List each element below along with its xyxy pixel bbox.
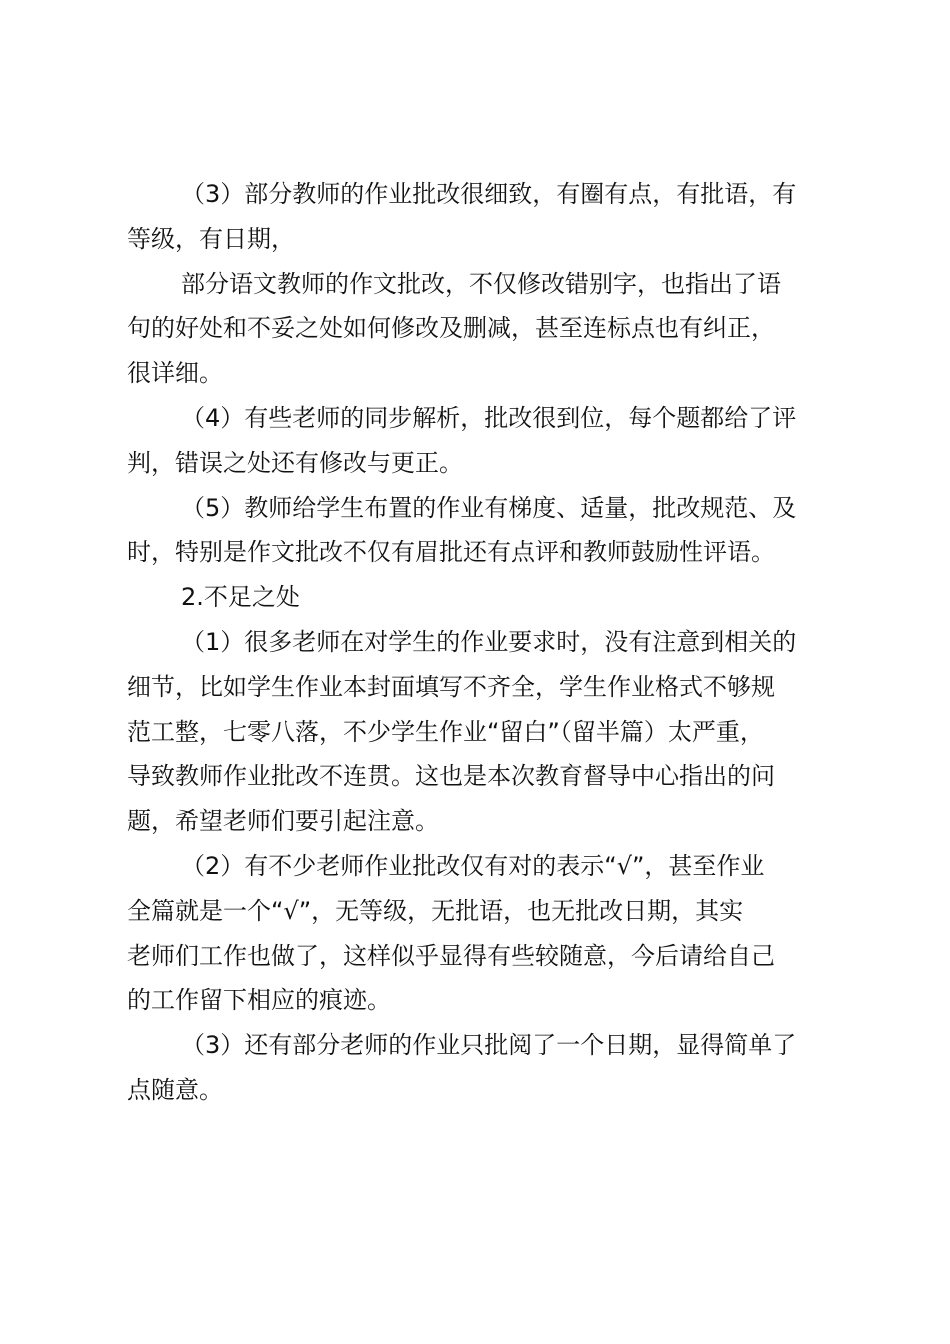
shortcoming-1-line-1: （1）很多老师在对学生的作业要求时，没有注意到相关的: [181, 627, 797, 656]
paragraph-3-line-1: （3）部分教师的作业批改很细致，有圈有点，有批语，有: [181, 180, 797, 208]
shortcoming-2-line-4: 的工作留下相应的痕迹。: [127, 986, 391, 1015]
shortcoming-1-line-4: 导致教师作业批改不连贯。这也是本次教育督导中心指出的问: [127, 762, 775, 791]
paragraph-3-line-2: 等级，有日期，: [127, 224, 295, 253]
document-body: [127, 172, 857, 1113]
shortcoming-3-line-2: 点随意。: [127, 1075, 223, 1104]
shortcoming-2-line-2: 全篇就是一个“√”，无等级，无批语，也无批改日期，其实: [127, 896, 744, 925]
section-heading-shortcomings: 2.不足之处: [181, 583, 300, 612]
paragraph-composition-line-3: 很详细。: [127, 359, 223, 388]
paragraph-composition-line-1: 部分语文教师的作文批改，不仅修改错别字，也指出了语: [181, 269, 781, 298]
shortcoming-2-line-1: （2）有不少老师作业批改仅有对的表示“√”，甚至作业: [181, 851, 765, 880]
paragraph-4-line-2: 判，错误之处还有修改与更正。: [127, 448, 463, 477]
shortcoming-3-line-1: （3）还有部分老师的作业只批阅了一个日期，显得简单了: [181, 1031, 797, 1060]
paragraph-5-line-1: （5）教师给学生布置的作业有梯度、适量，批改规范、及: [181, 493, 797, 522]
paragraph-4-line-1: （4）有些老师的同步解析，批改很到位，每个题都给了评: [181, 403, 797, 432]
shortcoming-1-line-5: 题，希望老师们要引起注意。: [127, 807, 439, 836]
paragraph-5-line-2: 时，特别是作文批改不仅有眉批还有点评和教师鼓励性评语。: [127, 538, 775, 567]
paragraph-composition-line-2: 句的好处和不妥之处如何修改及删减，甚至连标点也有纠正，: [127, 314, 775, 343]
shortcoming-1-line-2: 细节，比如学生作业本封面填写不齐全，学生作业格式不够规: [127, 672, 775, 701]
shortcoming-2-line-3: 老师们工作也做了，这样似乎显得有些较随意，今后请给自己: [127, 941, 775, 970]
shortcoming-1-line-3: 范工整，七零八落，不少学生作业“留白”（留半篇）太严重，: [127, 717, 764, 746]
